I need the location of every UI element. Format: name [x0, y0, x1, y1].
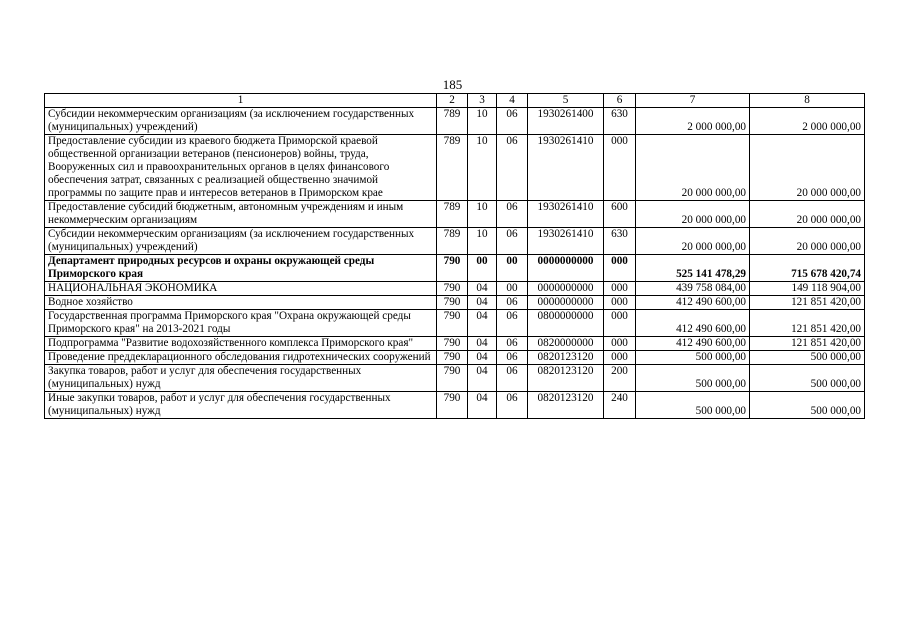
table-row	[45, 310, 865, 337]
cell-col5: 1930261400	[528, 108, 604, 135]
cell-col5: 0820123120	[528, 365, 604, 392]
cell-amount-col7: 439 758 084,00	[636, 282, 750, 296]
cell-col4: 06	[497, 108, 528, 135]
cell-col6: 000	[604, 337, 636, 351]
cell-col3: 04	[468, 365, 497, 392]
cell-description: Предоставление субсидий бюджетным, автономным учреждениям и иным некоммерческим организациям	[45, 201, 437, 228]
table-header-row	[45, 94, 865, 108]
cell-col4: 06	[497, 337, 528, 351]
header-cell: 3	[468, 94, 497, 108]
cell-col6: 000	[604, 296, 636, 310]
cell-col6: 630	[604, 108, 636, 135]
cell-col6: 200	[604, 365, 636, 392]
cell-col4: 06	[497, 365, 528, 392]
cell-col2: 790	[437, 392, 468, 419]
cell-amount-col8: 121 851 420,00	[750, 310, 865, 337]
cell-amount-col8: 715 678 420,74	[750, 255, 865, 282]
cell-amount-col7: 20 000 000,00	[636, 201, 750, 228]
header-cell: 6	[604, 94, 636, 108]
cell-amount-col7: 500 000,00	[636, 392, 750, 419]
cell-col3: 04	[468, 337, 497, 351]
header-cell: 4	[497, 94, 528, 108]
cell-col6: 000	[604, 135, 636, 201]
cell-col4: 06	[497, 296, 528, 310]
cell-col5: 0000000000	[528, 255, 604, 282]
cell-description: Субсидии некоммерческим организациям (за исключением государственных (муниципальных) учреждений)	[45, 228, 437, 255]
cell-col2: 790	[437, 282, 468, 296]
cell-col4: 06	[497, 201, 528, 228]
cell-amount-col8: 20 000 000,00	[750, 135, 865, 201]
cell-description: Закупка товаров, работ и услуг для обеспечения государственных (муниципальных) нужд	[45, 365, 437, 392]
cell-col3: 04	[468, 296, 497, 310]
cell-col4: 06	[497, 228, 528, 255]
cell-col4: 06	[497, 351, 528, 365]
cell-col6: 000	[604, 351, 636, 365]
cell-col6: 000	[604, 282, 636, 296]
cell-col5: 0820000000	[528, 337, 604, 351]
cell-amount-col8: 149 118 904,00	[750, 282, 865, 296]
table-row	[45, 296, 865, 310]
table-row	[45, 201, 865, 228]
cell-col2: 790	[437, 296, 468, 310]
cell-amount-col7: 20 000 000,00	[636, 135, 750, 201]
cell-col3: 10	[468, 228, 497, 255]
cell-col5: 0820123120	[528, 351, 604, 365]
cell-col2: 789	[437, 135, 468, 201]
cell-amount-col8: 20 000 000,00	[750, 201, 865, 228]
cell-col2: 790	[437, 310, 468, 337]
cell-col6: 600	[604, 201, 636, 228]
cell-description: Водное хозяйство	[45, 296, 437, 310]
cell-amount-col8: 20 000 000,00	[750, 228, 865, 255]
cell-description: НАЦИОНАЛЬНАЯ ЭКОНОМИКА	[45, 282, 437, 296]
cell-col2: 789	[437, 228, 468, 255]
cell-amount-col8: 500 000,00	[750, 392, 865, 419]
cell-amount-col7: 412 490 600,00	[636, 310, 750, 337]
cell-col6: 000	[604, 310, 636, 337]
cell-amount-col7: 412 490 600,00	[636, 296, 750, 310]
cell-col5: 1930261410	[528, 201, 604, 228]
cell-col4: 06	[497, 135, 528, 201]
cell-description: Департамент природных ресурсов и охраны окружающей среды Приморского края	[45, 255, 437, 282]
cell-col4: 06	[497, 310, 528, 337]
cell-col3: 04	[468, 282, 497, 296]
cell-description: Предоставление субсидии из краевого бюджета Приморской краевой общественной организации ветеранов (пенсионеров) войны, труда, Вооруженных сил и правоохранительных органов в целях финансового обеспечения затрат, связанных с реализацией общественно значимой программы по защите прав и интересов ветеранов в Приморском крае	[45, 135, 437, 201]
cell-col2: 789	[437, 201, 468, 228]
cell-col6: 000	[604, 255, 636, 282]
cell-amount-col7: 525 141 478,29	[636, 255, 750, 282]
cell-col2: 790	[437, 365, 468, 392]
cell-col5: 0000000000	[528, 282, 604, 296]
table-row	[45, 108, 865, 135]
cell-amount-col7: 2 000 000,00	[636, 108, 750, 135]
budget-table	[44, 93, 865, 419]
cell-description: Субсидии некоммерческим организациям (за исключением государственных (муниципальных) учреждений)	[45, 108, 437, 135]
cell-col3: 04	[468, 310, 497, 337]
cell-amount-col7: 500 000,00	[636, 365, 750, 392]
table-row	[45, 392, 865, 419]
cell-amount-col7: 20 000 000,00	[636, 228, 750, 255]
cell-amount-col8: 500 000,00	[750, 351, 865, 365]
cell-description: Проведение преддекларационного обследования гидротехнических сооружений	[45, 351, 437, 365]
cell-col3: 00	[468, 255, 497, 282]
cell-description: Иные закупки товаров, работ и услуг для обеспечения государственных (муниципальных) нужд	[45, 392, 437, 419]
cell-col3: 04	[468, 351, 497, 365]
cell-amount-col8: 500 000,00	[750, 365, 865, 392]
cell-col2: 790	[437, 337, 468, 351]
cell-col4: 06	[497, 392, 528, 419]
cell-amount-col8: 2 000 000,00	[750, 108, 865, 135]
table-row	[45, 365, 865, 392]
cell-amount-col8: 121 851 420,00	[750, 296, 865, 310]
cell-amount-col7: 412 490 600,00	[636, 337, 750, 351]
cell-col6: 630	[604, 228, 636, 255]
header-cell: 5	[528, 94, 604, 108]
table-row	[45, 228, 865, 255]
cell-col5: 1930261410	[528, 135, 604, 201]
cell-col2: 789	[437, 108, 468, 135]
cell-amount-col8: 121 851 420,00	[750, 337, 865, 351]
cell-description: Государственная программа Приморского края "Охрана окружающей среды Приморского края" на 2013-2021 годы	[45, 310, 437, 337]
cell-col2: 790	[437, 255, 468, 282]
header-cell: 7	[636, 94, 750, 108]
cell-col5: 0000000000	[528, 296, 604, 310]
cell-col3: 10	[468, 108, 497, 135]
page-number: 185	[442, 77, 463, 92]
cell-col4: 00	[497, 282, 528, 296]
cell-col5: 0820123120	[528, 392, 604, 419]
table-row	[45, 135, 865, 201]
cell-col3: 10	[468, 135, 497, 201]
cell-col3: 04	[468, 392, 497, 419]
table-row	[45, 337, 865, 351]
table-row	[45, 255, 865, 282]
cell-description: Подпрограмма "Развитие водохозяйственного комплекса Приморского края"	[45, 337, 437, 351]
cell-col6: 240	[604, 392, 636, 419]
cell-col5: 1930261410	[528, 228, 604, 255]
table-row	[45, 351, 865, 365]
cell-col2: 790	[437, 351, 468, 365]
header-cell: 1	[45, 94, 437, 108]
cell-amount-col7: 500 000,00	[636, 351, 750, 365]
cell-col5: 0800000000	[528, 310, 604, 337]
header-cell: 8	[750, 94, 865, 108]
table-row	[45, 282, 865, 296]
header-cell: 2	[437, 94, 468, 108]
cell-col3: 10	[468, 201, 497, 228]
cell-col4: 00	[497, 255, 528, 282]
